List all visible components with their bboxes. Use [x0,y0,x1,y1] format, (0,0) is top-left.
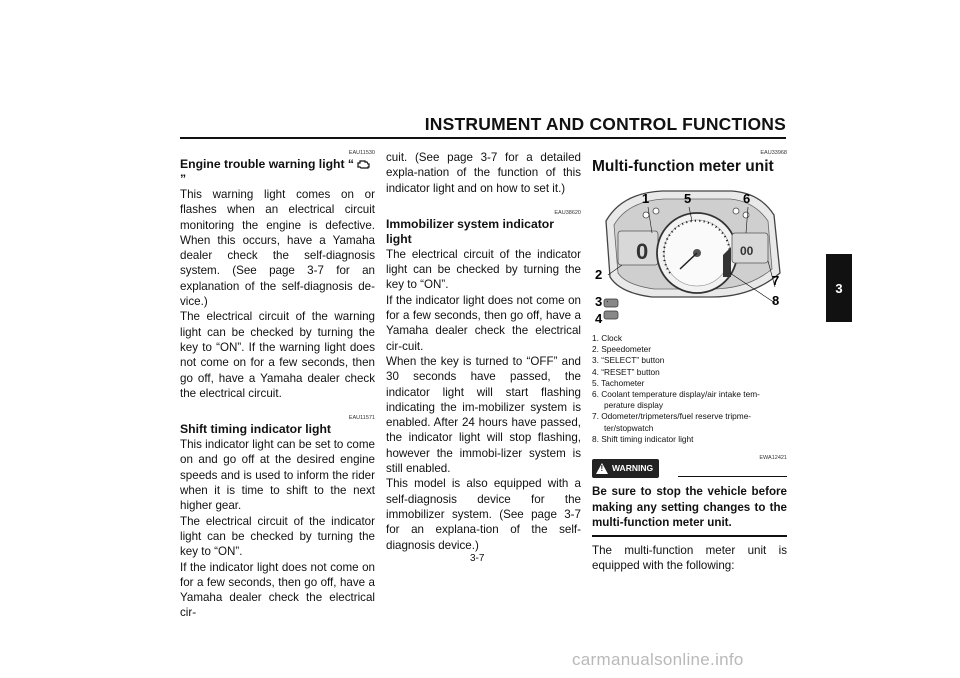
engine-icon [357,159,370,169]
warning-block [592,455,787,537]
meter-drawing [592,181,787,329]
warning-bottom-rule [592,535,787,537]
shift-timing-para-2: The electrical circuit of the indicator light can be checked by turning the key to “ON”. [180,514,375,559]
callout-6: 6 [743,191,751,206]
column-2 [386,150,581,553]
column-1 [180,150,375,621]
legend-item: 7. Odometer/tripmeters/fuel reserve tripme-ter/stopwatch [592,411,752,433]
section-code: EAU33968 [760,150,787,156]
engine-trouble-para-2: The electrical circuit of the warning light can be checked by turning the key to “ON”. If the warning light does not come on for a few seconds, then go off, have a Yamaha dealer check the electrical circuit. [180,310,375,400]
immobilizer-para-4: This model is also equipped with a self-diagnosis device for the immobilizer system. (See page 3-7 for an explana-tion of the self-diagnosis device.) [386,477,581,552]
engine-trouble-heading: Engine trouble warning light “ ” [180,157,375,187]
continued-para: cuit. (See page 3-7 for a detailed expla-nation of the function of this indicator light and on how to set it.) [386,151,581,195]
warning-text: Be sure to stop the vehicle before making any setting changes to the multi-function meter unit. [592,485,787,530]
meter-illustration [592,181,787,329]
warning-triangle-icon: ! [596,463,608,474]
meter-unit-para: The multi-function meter unit is equipped with the following: [592,543,787,572]
shift-timing-para-3: If the indicator light does not come on for a few seconds, then go off, have a Yamaha dealer check the electrical cir- [180,560,375,620]
warning-top-rule [678,476,787,477]
page-header-title: INSTRUMENT AND CONTROL FUNCTIONS [424,114,786,134]
legend-item: 1. Clock [592,333,622,343]
meter-legend [592,333,787,445]
section-code: EAU38620 [554,209,581,216]
legend-item: 2. Speedometer [592,344,652,355]
immobilizer-para-2: If the indicator light does not come on for a few seconds, then go off, have a Yamaha dealer check the electrical cir-cuit. [386,293,581,353]
warning-code: EWA12421 [759,455,787,462]
meter-unit-heading: Multi-function meter unit [592,158,774,175]
immobilizer-para-1: The electrical circuit of the indicator light can be checked by turning the key to “ON”. [386,247,581,292]
shift-timing-para-1: This indicator light can be set to come on and go off at the desired engine speeds and is used to inform the rider when it is time to shift to the next higher gear. [180,438,375,513]
warning-label: WARNING [612,463,654,474]
engine-trouble-para-1: This warning light comes on or flashes when an electrical circuit monitoring the engine is defective. When this occurs, have a Yamaha dealer check the self-diagnosis system. (See page 3-7 for an explanation of the self-diagnosis de-vice.) [180,188,375,309]
legend-item: 6. Coolant temperature display/air intake tem-perature display [592,389,760,411]
column-3 [592,150,787,573]
callout-3: 3 [595,294,603,309]
chapter-tab: 3 [826,254,852,322]
callout-1: 1 [642,191,650,206]
immobilizer-heading: Immobilizer system indicator light [386,216,554,246]
engine-trouble-heading-text: Engine trouble warning light “ [180,157,358,171]
header-rule [180,137,786,139]
callout-8: 8 [772,293,780,308]
immobilizer-para-3: When the key is turned to “OFF” and 30 seconds have passed, the indicator light will start flashing indicating the im-mobilizer system is enabled. After 24 hours have passed, the indicator light will stop flashing, however the immobi-lizer system is still enabled. [386,354,581,476]
section-code: EAU11530 [348,150,375,156]
callout-2: 2 [595,267,603,282]
callout-4: 4 [595,311,603,326]
page-number: 3-7 [470,553,485,564]
section-code: EAU11571 [348,415,375,422]
warning-badge [592,459,659,478]
legend-item: 5. Tachometer [592,377,645,388]
svg-text:00: 00 [740,244,754,258]
watermark: carmanualsonline.info [572,650,744,669]
legend-item: 3. “SELECT” button [592,355,665,366]
callout-5: 5 [684,191,692,206]
legend-item: 4. “RESET” button [592,366,660,377]
legend-item: 8. Shift timing indicator light [592,433,694,444]
shift-timing-heading: Shift timing indicator light [180,422,331,437]
svg-text:0: 0 [636,239,649,264]
callout-7: 7 [772,273,780,288]
